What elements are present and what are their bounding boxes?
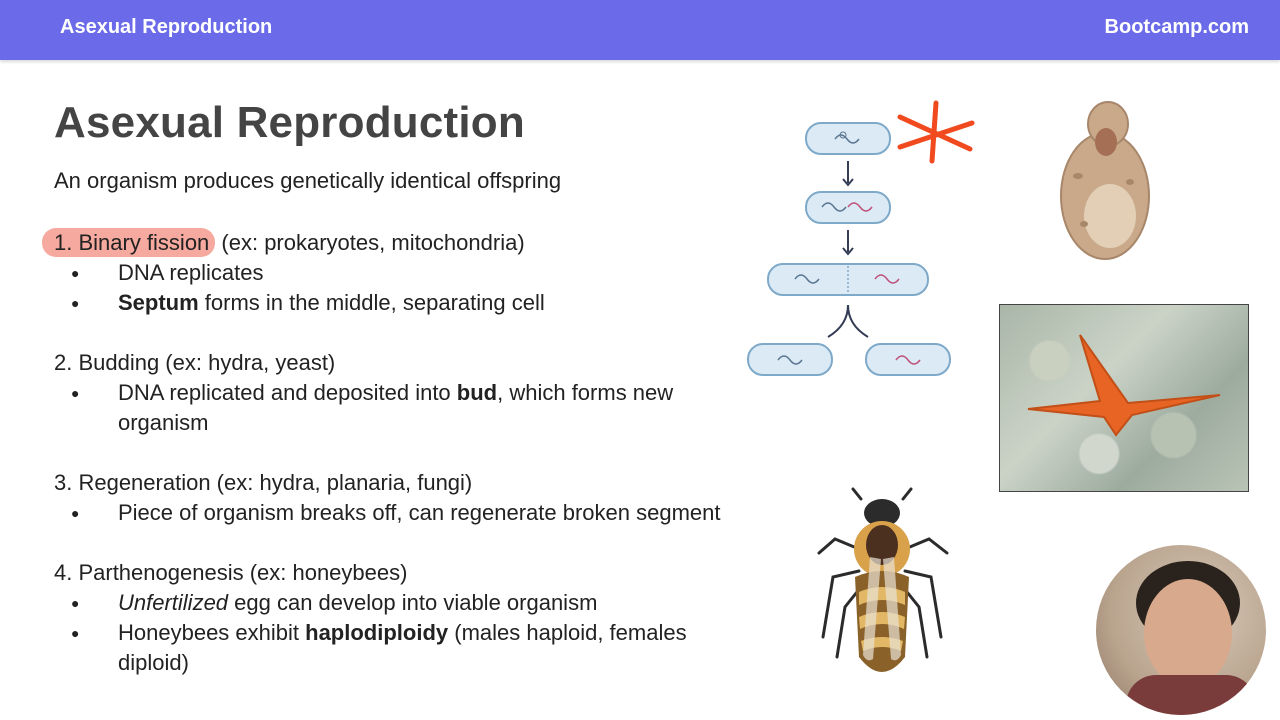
header-title: Asexual Reproduction (60, 16, 273, 38)
header-brand: Bootcamp.com (1104, 16, 1249, 38)
presenter-figure (1096, 545, 1266, 715)
bullet-list (54, 378, 734, 438)
bullet-item (54, 498, 734, 528)
list-item-heading (54, 468, 734, 498)
slide-subtitle: An organism produces genetically identical offspring (54, 168, 562, 193)
bullet-text: DNA replicated and deposited into (118, 380, 457, 405)
yeast-budding-illustration (1050, 96, 1160, 266)
bullet-text: , which forms new organism (118, 380, 674, 435)
bullet-text: Piece of organism breaks off, can regenerate broken segment (118, 500, 721, 525)
starfish-photo (999, 304, 1249, 492)
list-item-lead: 1. Binary fission (42, 228, 215, 257)
content-list (54, 228, 734, 678)
bullet-item (54, 378, 734, 438)
cell-2 (806, 192, 890, 223)
item-gap (54, 528, 734, 558)
bullet-text: Unfertilized (118, 590, 229, 615)
bullet-text: (males haploid, females diploid) (118, 620, 687, 675)
list-item-lead: 2. Budding (ex: hydra, yeast) (54, 350, 336, 375)
bullet-list (54, 498, 734, 528)
bullet-text: egg can develop into viable organism (228, 590, 598, 615)
bullet-text: Honeybees exhibit (118, 620, 306, 645)
bullet-text: bud (456, 380, 498, 405)
daughter-cell-left (748, 344, 832, 375)
list-item-example: (ex: prokaryotes, mitochondria) (215, 230, 525, 255)
starfish-mark-icon (900, 103, 972, 161)
bullet-list (54, 588, 734, 678)
presenter-webcam (1096, 545, 1266, 715)
bullet-item (54, 618, 734, 678)
cell-1 (806, 123, 890, 154)
item-gap (54, 438, 734, 468)
starfish-shape (1000, 305, 1248, 491)
bullet-text: DNA replicates (118, 260, 264, 285)
bullet-text: Septum (118, 290, 199, 315)
list-item-heading (54, 348, 734, 378)
bullet-list (54, 258, 734, 318)
bullet-item (54, 258, 734, 288)
honeybee-illustration (815, 487, 950, 683)
item-gap (54, 318, 734, 348)
daughter-cell-right (866, 344, 950, 375)
list-item-heading (54, 228, 734, 258)
bullet-item (54, 588, 734, 618)
list-item-heading (54, 558, 734, 588)
cell-3 (768, 264, 928, 295)
bullet-text: forms in the middle, separating cell (198, 290, 545, 315)
binary-fission-diagram (740, 95, 990, 385)
slide-title: Asexual Reproduction (54, 98, 525, 147)
bullet-item (54, 288, 734, 318)
bullet-text: haplodiploidy (305, 620, 449, 645)
list-item-lead: 4. Parthenogenesis (ex: honeybees) (54, 560, 408, 585)
list-item-lead: 3. Regeneration (ex: hydra, planaria, fungi) (54, 470, 473, 495)
header-bar (0, 0, 1280, 60)
